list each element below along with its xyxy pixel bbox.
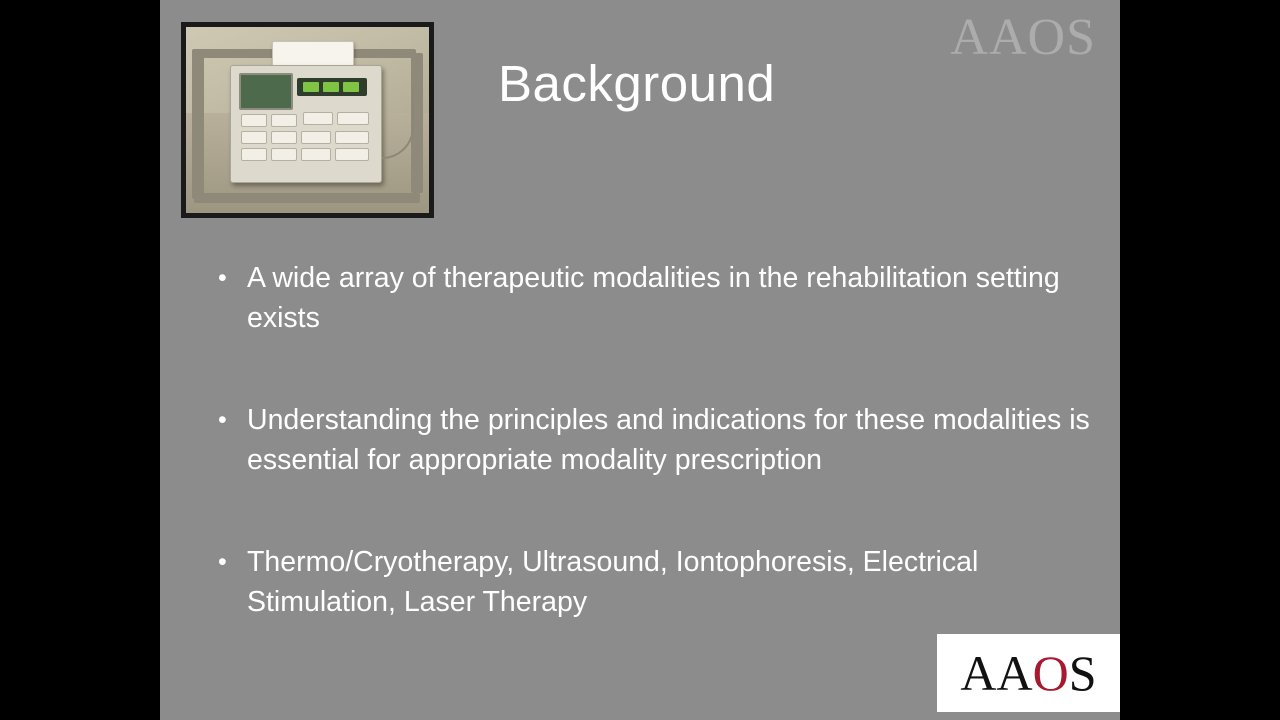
photo-device-key [241,131,267,144]
slide-canvas [160,0,1120,720]
list-item [212,258,1092,338]
photo-device-key [301,131,331,144]
photo-device-key [271,148,297,161]
photo-rail-bottom [194,193,420,203]
photo-device-key [301,148,331,161]
list-item [212,542,1092,622]
list-item [212,400,1092,480]
photo-device-key [271,114,297,127]
photo-device-key [271,131,297,144]
photo-device-key [241,114,267,127]
photo-display-segment [303,82,319,92]
photo-device-body [230,65,382,183]
aaos-watermark: AAOS [950,9,1096,66]
photo-device-screen [239,73,293,110]
bullet-list [212,258,1092,684]
aaos-logo [937,634,1120,712]
logo-part-o: O [1032,645,1069,701]
page-title: Background [498,55,776,112]
photo-device-key [335,148,369,161]
logo-part-aa: AA [960,645,1033,701]
photo-device-key [241,148,267,161]
bullet-marker-icon: • [218,548,227,576]
bullet-marker-icon: • [218,406,227,434]
photo-display-segment [343,82,359,92]
electrotherapy-device-photo [181,22,434,218]
bullet-text: A wide array of therapeutic modalities in the rehabilitation setting exists [247,262,1060,334]
photo-rail-left [192,49,204,199]
bullet-text: Understanding the principles and indications for these modalities is essential for appropriate modality prescription [247,404,1090,476]
bullet-text: Thermo/Cryotherapy, Ultrasound, Iontophoresis, Electrical Stimulation, Laser Therapy [247,546,979,618]
logo-part-s: S [1068,645,1097,701]
aaos-logo-text [960,645,1097,701]
photo-device-key [335,131,369,144]
photo-device-key [337,112,369,125]
photo-device-key [303,112,333,125]
photo-device-display [297,78,367,96]
photo-display-segment [323,82,339,92]
bullet-marker-icon: • [218,264,227,292]
